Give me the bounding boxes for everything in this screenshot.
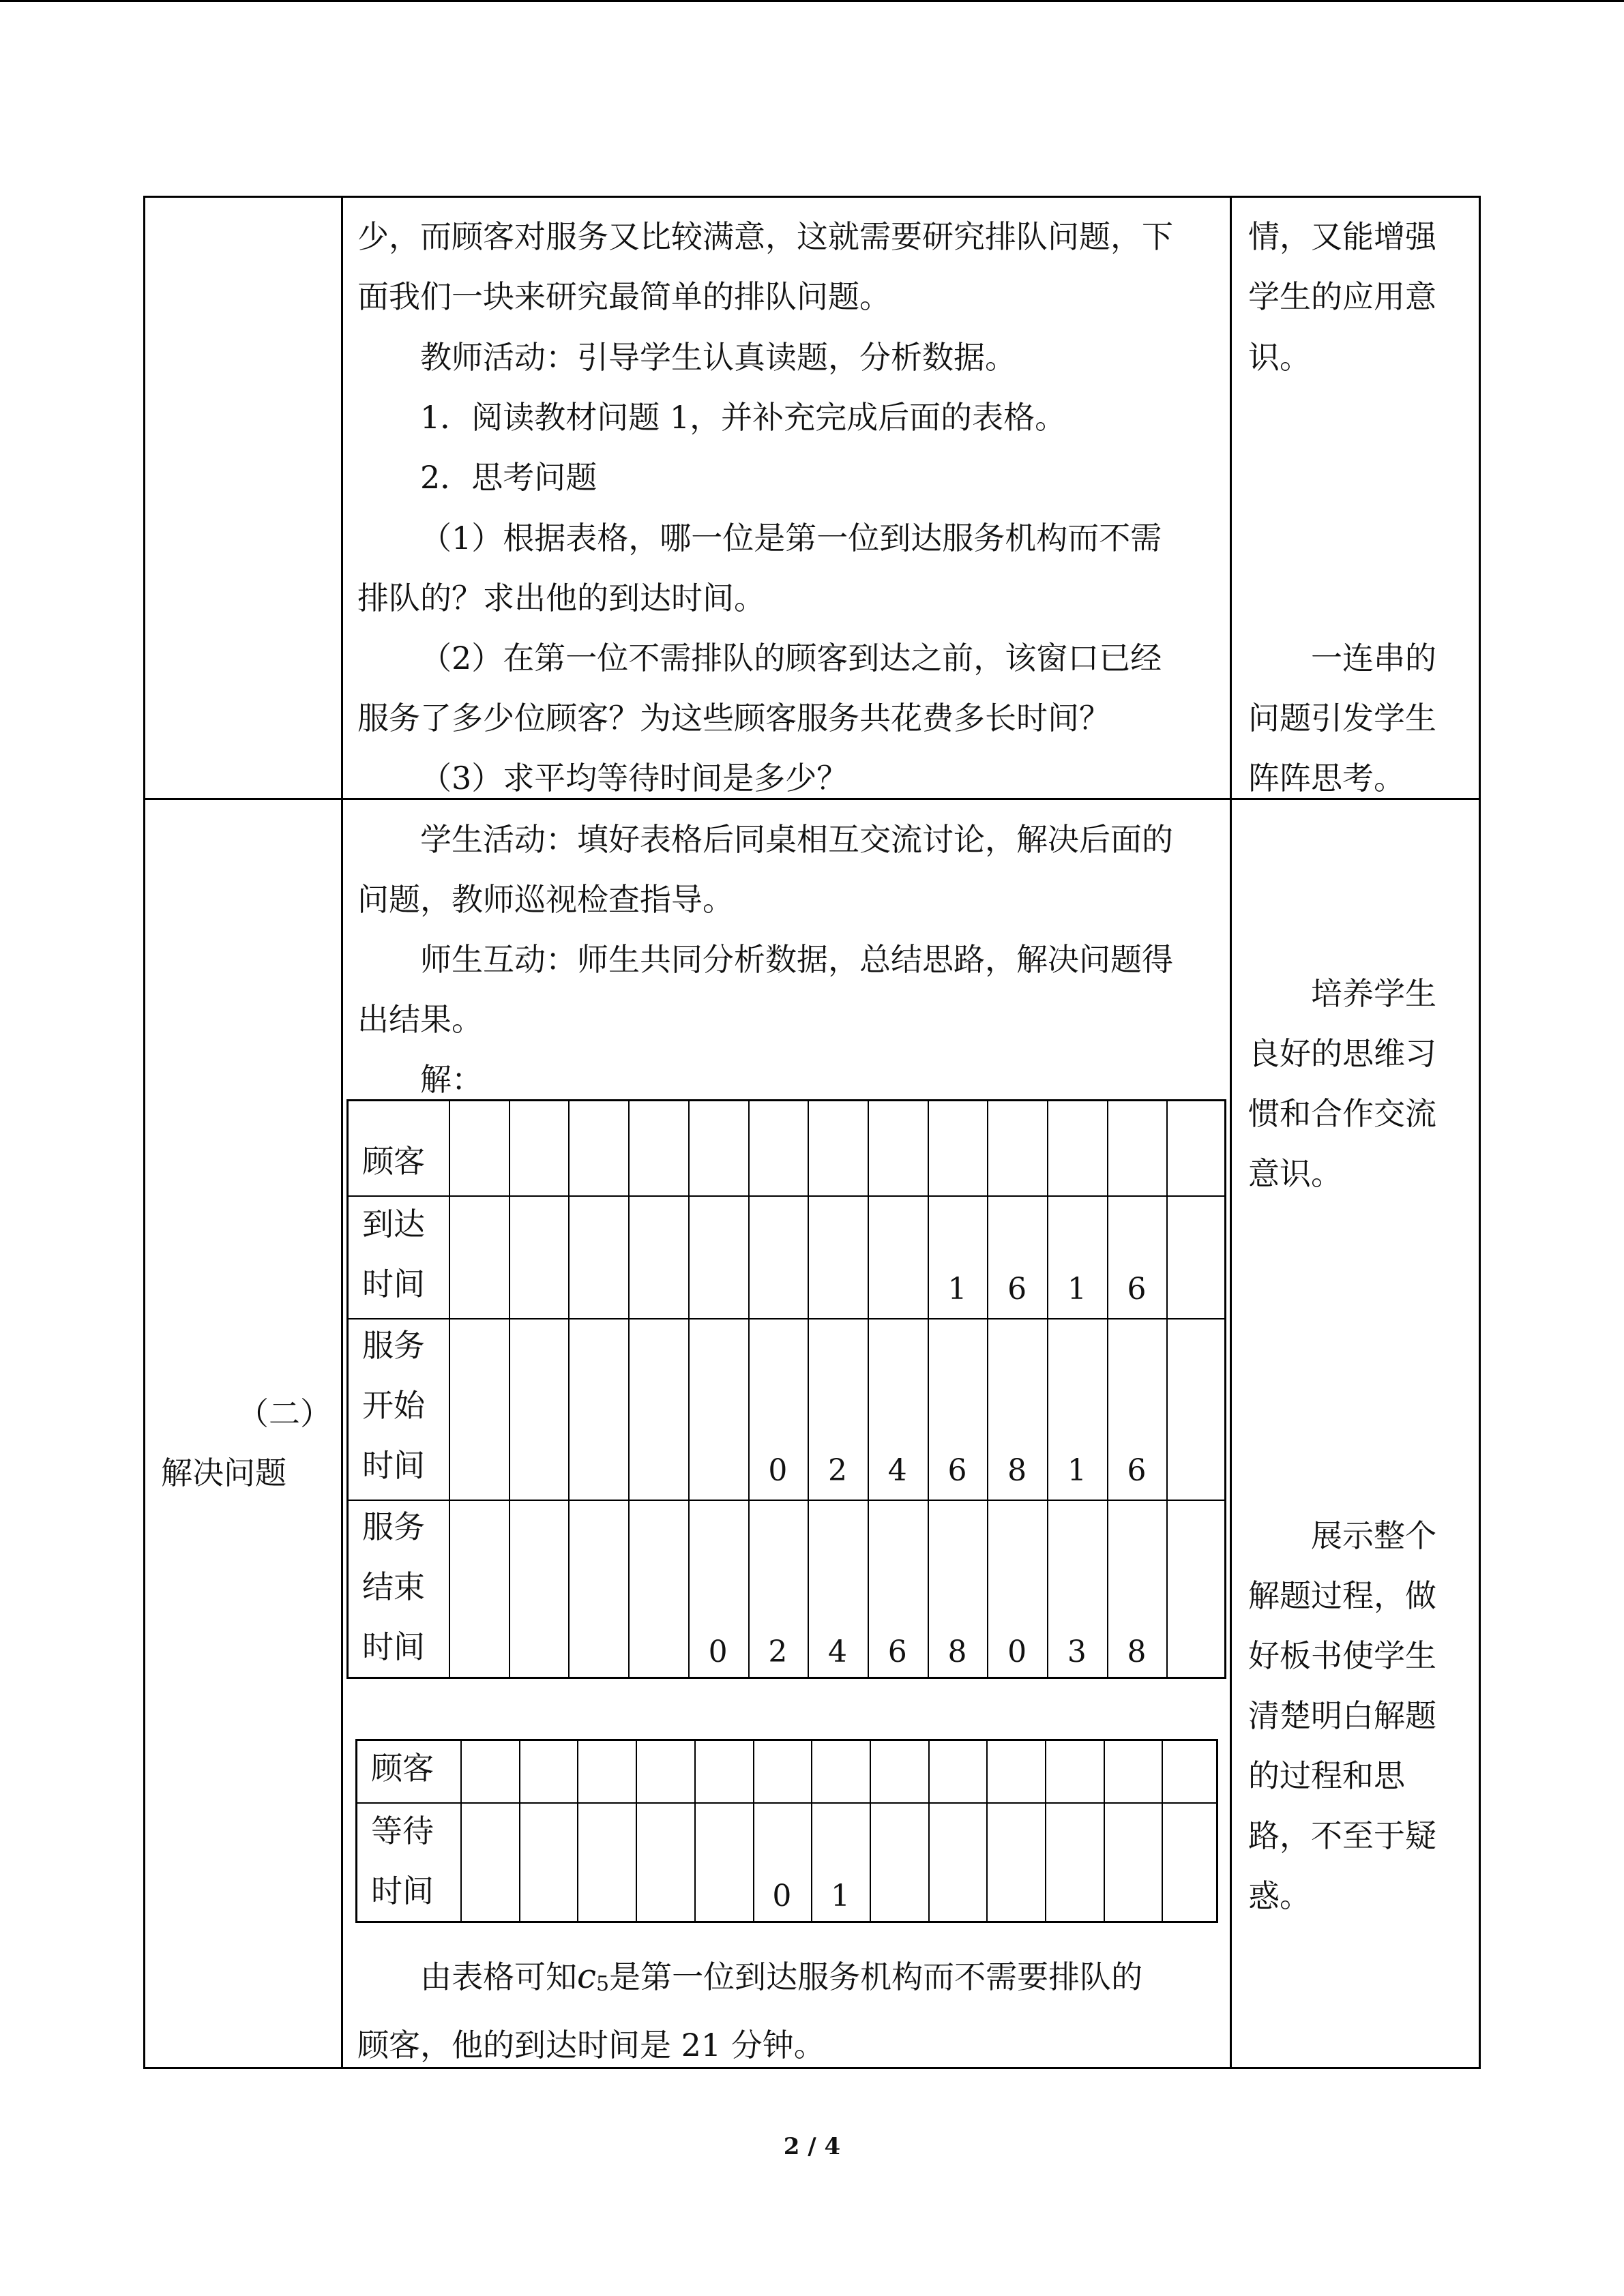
table-cell-value: 6 [887, 1635, 907, 1669]
table-cell-value: 2 [828, 1453, 848, 1488]
note-line: 的过程和思 [1248, 1757, 1405, 1794]
section-number: （二） [237, 1395, 331, 1432]
conclusion-line [420, 1956, 1142, 2005]
paragraph-line: 2．思考问题 [420, 459, 597, 496]
grid-column-line [1166, 1101, 1168, 1677]
table-cell-value: 2 [768, 1635, 788, 1669]
table-cell-value: 1 [1067, 1272, 1087, 1307]
table-cell-value: 4 [828, 1635, 848, 1669]
table-cell-value: 8 [1007, 1453, 1027, 1488]
table-bottom-border [143, 2067, 1481, 2069]
row-label: 结束 [362, 1568, 425, 1605]
table-col-divider-1 [341, 196, 343, 2069]
note-line: 阵阵思考。 [1248, 760, 1405, 796]
queue-times-table [346, 1099, 1226, 1679]
grid-column-line [870, 1741, 871, 1921]
grid-column-line [1107, 1101, 1108, 1677]
grid-column-line [449, 1101, 450, 1677]
grid-column-line [628, 1101, 630, 1677]
note-line: 惯和合作交流 [1248, 1095, 1436, 1132]
note-line: 惑。 [1248, 1877, 1311, 1914]
waiting-times-table [355, 1739, 1218, 1923]
table-cell-value: 4 [887, 1453, 907, 1488]
note-line: 清楚明白解题 [1248, 1697, 1436, 1734]
grid-column-line [509, 1101, 510, 1677]
paragraph-line: 面我们一块来研究最简单的排队问题。 [357, 278, 891, 315]
note-line: 良好的思维习 [1248, 1035, 1436, 1072]
paragraph-line: 少，而顾客对服务又比较满意，这就需要研究排队问题，下 [357, 218, 1173, 255]
note-line: 情，又能增强 [1248, 218, 1436, 255]
paragraph-line: 排队的？求出他的到达时间。 [357, 580, 765, 616]
table-cell-value: 1 [1067, 1453, 1087, 1488]
grid-column-line [577, 1741, 578, 1921]
note-line: 意识。 [1248, 1155, 1342, 1192]
paragraph-line: 出结果。 [357, 1001, 483, 1038]
section-title: 解决问题 [161, 1455, 286, 1491]
paragraph-line: 学生活动：填好表格后同桌相互交流讨论，解决后面的 [420, 821, 1173, 858]
table-cell-value: 6 [1007, 1272, 1027, 1307]
conclusion-text-a: 由表格可知 [420, 1958, 577, 1995]
grid-row-line [357, 1802, 1216, 1804]
row-label: 服务 [362, 1327, 425, 1364]
table-cell-value: 1 [947, 1272, 967, 1307]
note-line: 一连串的 [1311, 640, 1436, 676]
paragraph-line: 服务了多少位顾客？为这些顾客服务共花费多长时间？ [357, 700, 1110, 736]
grid-column-line [1047, 1101, 1048, 1677]
grid-column-line [928, 1101, 929, 1677]
grid-column-line [636, 1741, 637, 1921]
table-cell-value: 6 [1127, 1272, 1147, 1307]
table-cell-value: 0 [1007, 1635, 1027, 1669]
grid-column-line [1104, 1741, 1105, 1921]
grid-column-line [928, 1741, 930, 1921]
grid-column-line [748, 1101, 750, 1677]
row-label: 到达 [362, 1206, 425, 1242]
table-cell-value: 1 [831, 1879, 851, 1913]
note-line: 好板书使学生 [1248, 1637, 1436, 1674]
table-left-border [143, 196, 145, 2069]
row-label: 时间 [362, 1447, 425, 1484]
grid-column-line [688, 1101, 690, 1677]
note-line: 路，不至于疑 [1248, 1817, 1436, 1854]
row-label: 开始 [362, 1387, 425, 1424]
table-cell-value: 0 [708, 1635, 728, 1669]
paragraph-line: （3）求平均等待时间是多少？ [420, 760, 848, 796]
customer-c5-symbol: $c_5$ [577, 1956, 610, 1996]
table-cell-value: 6 [1127, 1453, 1147, 1488]
table-right-border [1479, 196, 1481, 2069]
table-cell-value: 8 [947, 1635, 967, 1669]
note-line: 展示整个 [1311, 1517, 1436, 1554]
grid-column-line [868, 1101, 869, 1677]
row-label: 等待 [371, 1813, 434, 1849]
conclusion-text-b: 是第一位到达服务机构而不需要排队的 [609, 1958, 1143, 1995]
conclusion-line: 顾客，他的到达时间是 21 分钟。 [357, 2027, 825, 2063]
note-line: 学生的应用意 [1248, 278, 1436, 315]
grid-column-line [519, 1741, 520, 1921]
paragraph-line: 师生互动：师生共同分析数据，总结思路，解决问题得 [420, 941, 1173, 978]
paragraph-line: （2）在第一位不需排队的顾客到达之前，该窗口已经 [420, 640, 1162, 676]
note-line: 培养学生 [1311, 975, 1436, 1012]
table-cell-value: 3 [1067, 1635, 1087, 1669]
paragraph-line: 教师活动：引导学生认真读题，分析数据。 [420, 339, 1016, 376]
table-cell-value: 8 [1127, 1635, 1147, 1669]
row-label: 顾客 [362, 1143, 425, 1180]
row-label: 时间 [362, 1628, 425, 1665]
table-cell-value: 0 [772, 1879, 792, 1913]
grid-column-line [987, 1101, 988, 1677]
row-label: 时间 [362, 1266, 425, 1302]
grid-column-line [1045, 1741, 1046, 1921]
table-cell-value: 6 [947, 1453, 967, 1488]
grid-column-line [460, 1741, 462, 1921]
note-line: 识。 [1248, 339, 1311, 376]
table-col-divider-2 [1230, 196, 1232, 2069]
paragraph-line: 解： [420, 1061, 483, 1098]
page-top-border [0, 0, 1624, 2]
paragraph-line: 1．阅读教材问题 1，并补充完成后面的表格。 [420, 399, 1067, 436]
table-cell-value: 0 [768, 1453, 788, 1488]
grid-row-line [349, 1195, 1224, 1197]
grid-row-line [349, 1318, 1224, 1320]
page-number: 2 / 4 [783, 2133, 841, 2160]
grid-column-line [1162, 1741, 1163, 1921]
grid-row-line [349, 1500, 1224, 1501]
grid-column-line [694, 1741, 696, 1921]
note-line: 解题过程，做 [1248, 1577, 1436, 1614]
grid-column-line [808, 1101, 809, 1677]
grid-column-line [568, 1101, 570, 1677]
note-line: 问题引发学生 [1248, 700, 1436, 736]
paragraph-line: 问题，教师巡视检查指导。 [357, 881, 734, 918]
paragraph-line: （1）根据表格，哪一位是第一位到达服务机构而不需 [420, 520, 1162, 556]
table-top-border [143, 196, 1481, 198]
row-label: 服务 [362, 1508, 425, 1545]
grid-column-line [986, 1741, 988, 1921]
row-label: 顾客 [371, 1750, 434, 1787]
row-label: 时间 [371, 1873, 434, 1909]
